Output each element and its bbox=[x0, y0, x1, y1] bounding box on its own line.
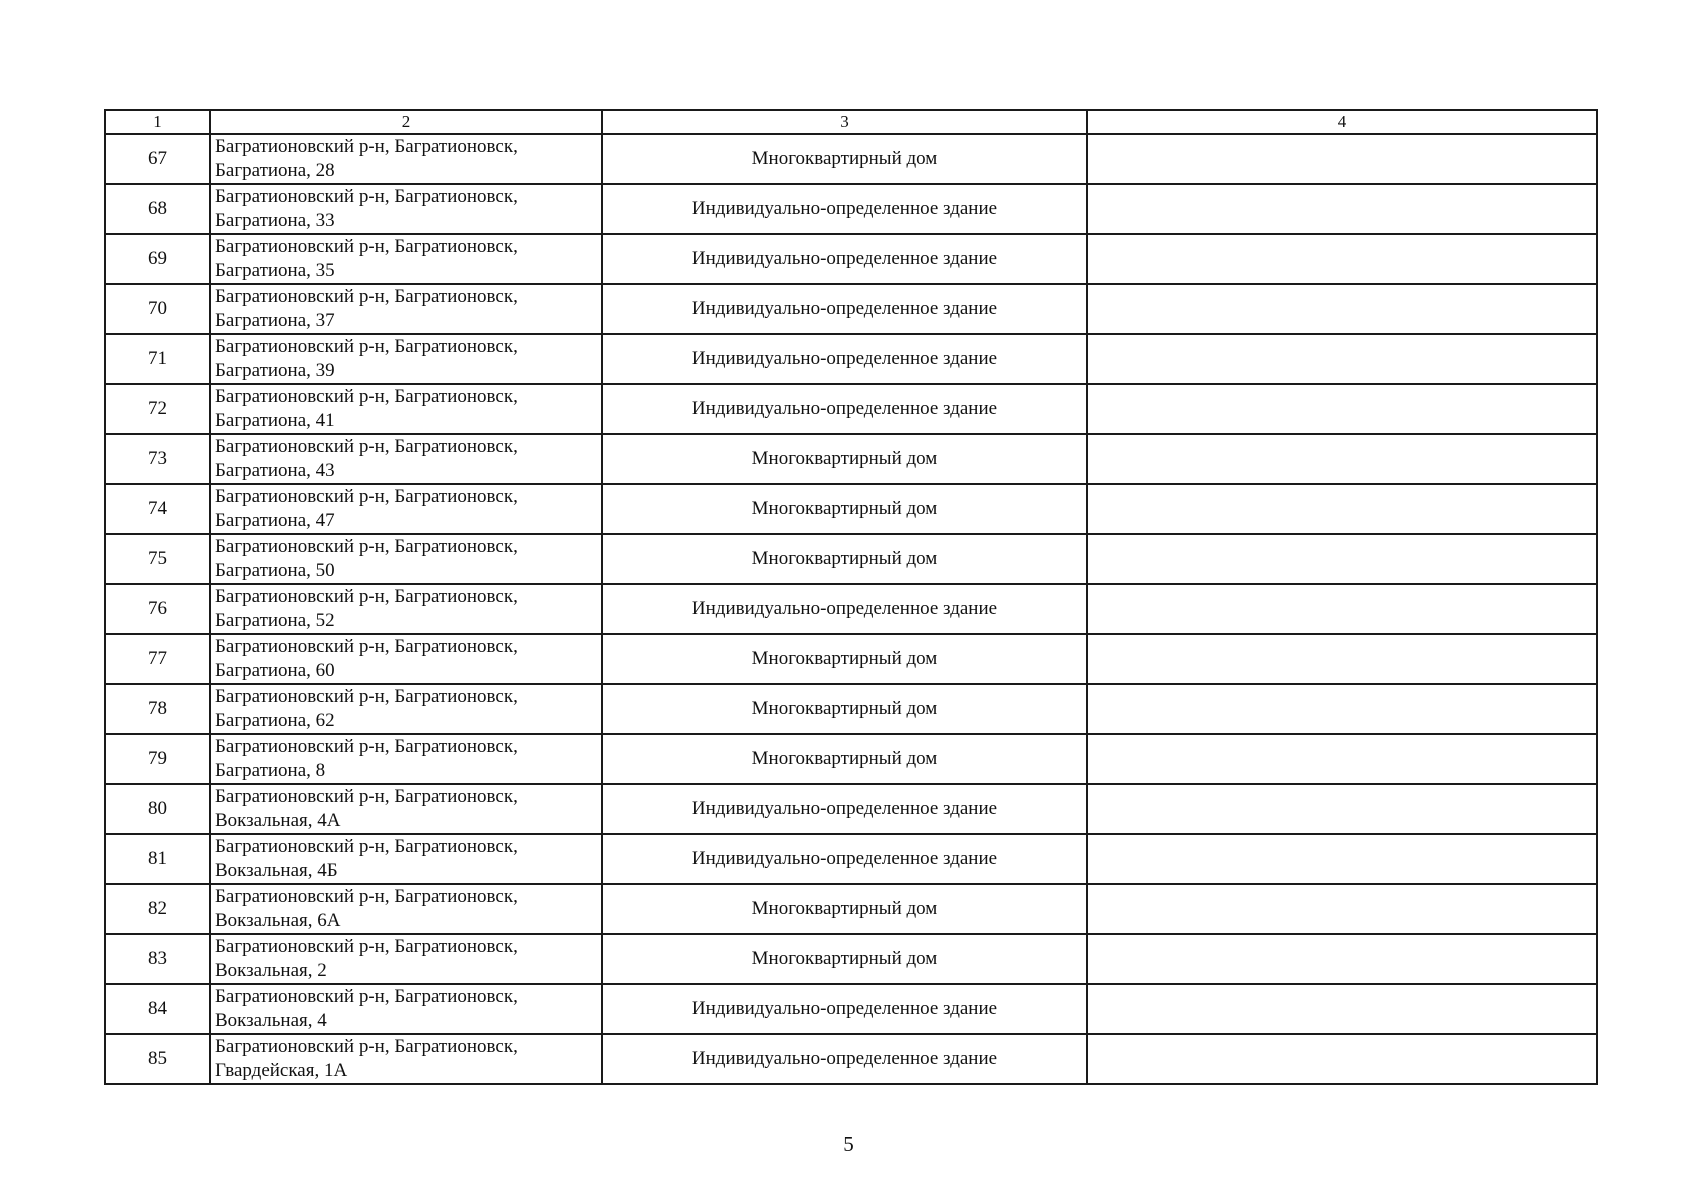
column-number-4: 4 bbox=[1087, 110, 1597, 134]
address-cell bbox=[210, 534, 602, 584]
building-type-cell: Многоквартирный дом bbox=[602, 684, 1087, 734]
address-line-1: Багратионовский р-н, Багратионовск, bbox=[215, 736, 518, 757]
address-cell bbox=[210, 684, 602, 734]
address-line-1: Багратионовский р-н, Багратионовск, bbox=[215, 886, 518, 907]
building-type-cell: Многоквартирный дом bbox=[602, 734, 1087, 784]
column-4-cell bbox=[1087, 334, 1597, 384]
column-4-cell bbox=[1087, 784, 1597, 834]
column-number-1: 1 bbox=[105, 110, 210, 134]
building-type-cell: Многоквартирный дом bbox=[602, 534, 1087, 584]
building-type-cell: Многоквартирный дом bbox=[602, 634, 1087, 684]
address-cell bbox=[210, 184, 602, 234]
registry-table bbox=[104, 109, 1598, 1085]
building-type-cell: Индивидуально-определенное здание bbox=[602, 284, 1087, 334]
table-row bbox=[105, 884, 1597, 934]
address-line-1: Багратионовский р-н, Багратионовск, bbox=[215, 586, 518, 607]
row-number: 83 bbox=[105, 934, 210, 984]
column-4-cell bbox=[1087, 184, 1597, 234]
building-type-cell: Многоквартирный дом bbox=[602, 484, 1087, 534]
column-4-cell bbox=[1087, 534, 1597, 584]
address-line-2: Багратиона, 39 bbox=[215, 360, 335, 381]
row-number: 81 bbox=[105, 834, 210, 884]
row-number: 74 bbox=[105, 484, 210, 534]
address-line-1: Багратионовский р-н, Багратионовск, bbox=[215, 236, 518, 257]
row-number: 82 bbox=[105, 884, 210, 934]
row-number: 67 bbox=[105, 134, 210, 184]
table-row bbox=[105, 834, 1597, 884]
row-number: 84 bbox=[105, 984, 210, 1034]
address-line-2: Вокзальная, 4 bbox=[215, 1010, 327, 1031]
address-cell bbox=[210, 434, 602, 484]
address-cell bbox=[210, 334, 602, 384]
address-line-2: Багратиона, 33 bbox=[215, 210, 335, 231]
table-row bbox=[105, 784, 1597, 834]
column-4-cell bbox=[1087, 284, 1597, 334]
address-line-2: Гвардейская, 1А bbox=[215, 1060, 348, 1081]
row-number: 71 bbox=[105, 334, 210, 384]
address-line-2: Багратиона, 47 bbox=[215, 510, 335, 531]
table-row bbox=[105, 434, 1597, 484]
row-number: 70 bbox=[105, 284, 210, 334]
building-type-cell: Многоквартирный дом bbox=[602, 134, 1087, 184]
table-row bbox=[105, 684, 1597, 734]
building-type-cell: Индивидуально-определенное здание bbox=[602, 184, 1087, 234]
row-number: 85 bbox=[105, 1034, 210, 1084]
address-line-1: Багратионовский р-н, Багратионовск, bbox=[215, 286, 518, 307]
table-row bbox=[105, 534, 1597, 584]
address-line-1: Багратионовский р-н, Багратионовск, bbox=[215, 636, 518, 657]
address-line-2: Багратиона, 41 bbox=[215, 410, 335, 431]
column-number-row bbox=[105, 110, 1597, 134]
building-type-cell: Многоквартирный дом bbox=[602, 434, 1087, 484]
address-line-2: Вокзальная, 6А bbox=[215, 910, 341, 931]
building-type-cell: Индивидуально-определенное здание bbox=[602, 334, 1087, 384]
building-type-cell: Индивидуально-определенное здание bbox=[602, 584, 1087, 634]
address-cell bbox=[210, 1034, 602, 1084]
table-row bbox=[105, 284, 1597, 334]
address-line-1: Багратионовский р-н, Багратионовск, bbox=[215, 686, 518, 707]
address-line-2: Багратиона, 60 bbox=[215, 660, 335, 681]
building-type-cell: Индивидуально-определенное здание bbox=[602, 1034, 1087, 1084]
row-number: 78 bbox=[105, 684, 210, 734]
building-type-cell: Индивидуально-определенное здание bbox=[602, 834, 1087, 884]
column-4-cell bbox=[1087, 384, 1597, 434]
address-line-1: Багратионовский р-н, Багратионовск, bbox=[215, 186, 518, 207]
address-line-1: Багратионовский р-н, Багратионовск, bbox=[215, 486, 518, 507]
building-type-cell: Индивидуально-определенное здание bbox=[602, 784, 1087, 834]
building-type-cell: Многоквартирный дом bbox=[602, 934, 1087, 984]
address-cell bbox=[210, 484, 602, 534]
address-line-1: Багратионовский р-н, Багратионовск, bbox=[215, 336, 518, 357]
address-line-2: Багратиона, 28 bbox=[215, 160, 335, 181]
column-4-cell bbox=[1087, 734, 1597, 784]
column-4-cell bbox=[1087, 934, 1597, 984]
address-cell bbox=[210, 784, 602, 834]
table-row bbox=[105, 634, 1597, 684]
address-cell bbox=[210, 284, 602, 334]
address-line-2: Вокзальная, 4Б bbox=[215, 860, 338, 881]
address-cell bbox=[210, 584, 602, 634]
address-line-1: Багратионовский р-н, Багратионовск, bbox=[215, 936, 518, 957]
address-line-1: Багратионовский р-н, Багратионовск, bbox=[215, 836, 518, 857]
table-row bbox=[105, 734, 1597, 784]
address-cell bbox=[210, 634, 602, 684]
table-row bbox=[105, 584, 1597, 634]
column-4-cell bbox=[1087, 584, 1597, 634]
row-number: 79 bbox=[105, 734, 210, 784]
address-line-2: Багратиона, 37 bbox=[215, 310, 335, 331]
building-type-cell: Индивидуально-определенное здание bbox=[602, 234, 1087, 284]
address-line-2: Багратиона, 50 bbox=[215, 560, 335, 581]
address-line-1: Багратионовский р-н, Багратионовск, bbox=[215, 986, 518, 1007]
table-row bbox=[105, 484, 1597, 534]
column-4-cell bbox=[1087, 684, 1597, 734]
address-line-1: Багратионовский р-н, Багратионовск, bbox=[215, 1036, 518, 1057]
row-number: 68 bbox=[105, 184, 210, 234]
column-4-cell bbox=[1087, 234, 1597, 284]
address-line-1: Багратионовский р-н, Багратионовск, bbox=[215, 136, 518, 157]
row-number: 77 bbox=[105, 634, 210, 684]
row-number: 75 bbox=[105, 534, 210, 584]
address-line-1: Багратионовский р-н, Багратионовск, bbox=[215, 436, 518, 457]
address-line-2: Вокзальная, 2 bbox=[215, 960, 327, 981]
row-number: 73 bbox=[105, 434, 210, 484]
column-4-cell bbox=[1087, 484, 1597, 534]
address-line-2: Багратиона, 8 bbox=[215, 760, 326, 781]
building-type-cell: Индивидуально-определенное здание bbox=[602, 384, 1087, 434]
row-number: 76 bbox=[105, 584, 210, 634]
column-number-2: 2 bbox=[210, 110, 602, 134]
column-4-cell bbox=[1087, 984, 1597, 1034]
column-4-cell bbox=[1087, 834, 1597, 884]
address-line-2: Багратиона, 43 bbox=[215, 460, 335, 481]
building-type-cell: Многоквартирный дом bbox=[602, 884, 1087, 934]
column-number-3: 3 bbox=[602, 110, 1087, 134]
address-line-1: Багратионовский р-н, Багратионовск, bbox=[215, 386, 518, 407]
address-cell bbox=[210, 984, 602, 1034]
address-cell bbox=[210, 384, 602, 434]
table-row bbox=[105, 184, 1597, 234]
address-line-2: Багратиона, 35 bbox=[215, 260, 335, 281]
table-row bbox=[105, 134, 1597, 184]
table-row bbox=[105, 934, 1597, 984]
table-body bbox=[105, 110, 1597, 1084]
address-line-2: Багратиона, 62 bbox=[215, 710, 335, 731]
building-type-cell: Индивидуально-определенное здание bbox=[602, 984, 1087, 1034]
row-number: 69 bbox=[105, 234, 210, 284]
column-4-cell bbox=[1087, 1034, 1597, 1084]
table-row bbox=[105, 334, 1597, 384]
row-number: 80 bbox=[105, 784, 210, 834]
address-line-2: Багратиона, 52 bbox=[215, 610, 335, 631]
address-cell bbox=[210, 934, 602, 984]
address-line-1: Багратионовский р-н, Багратионовск, bbox=[215, 536, 518, 557]
address-cell bbox=[210, 134, 602, 184]
address-line-2: Вокзальная, 4А bbox=[215, 810, 341, 831]
column-4-cell bbox=[1087, 434, 1597, 484]
address-line-1: Багратионовский р-н, Багратионовск, bbox=[215, 786, 518, 807]
table-row bbox=[105, 234, 1597, 284]
column-4-cell bbox=[1087, 884, 1597, 934]
page-number: 5 bbox=[843, 1132, 854, 1156]
address-cell bbox=[210, 884, 602, 934]
table-row bbox=[105, 1034, 1597, 1084]
table-row bbox=[105, 384, 1597, 434]
address-cell bbox=[210, 234, 602, 284]
column-4-cell bbox=[1087, 134, 1597, 184]
table-row bbox=[105, 984, 1597, 1034]
column-4-cell bbox=[1087, 634, 1597, 684]
address-cell bbox=[210, 834, 602, 884]
address-cell bbox=[210, 734, 602, 784]
row-number: 72 bbox=[105, 384, 210, 434]
